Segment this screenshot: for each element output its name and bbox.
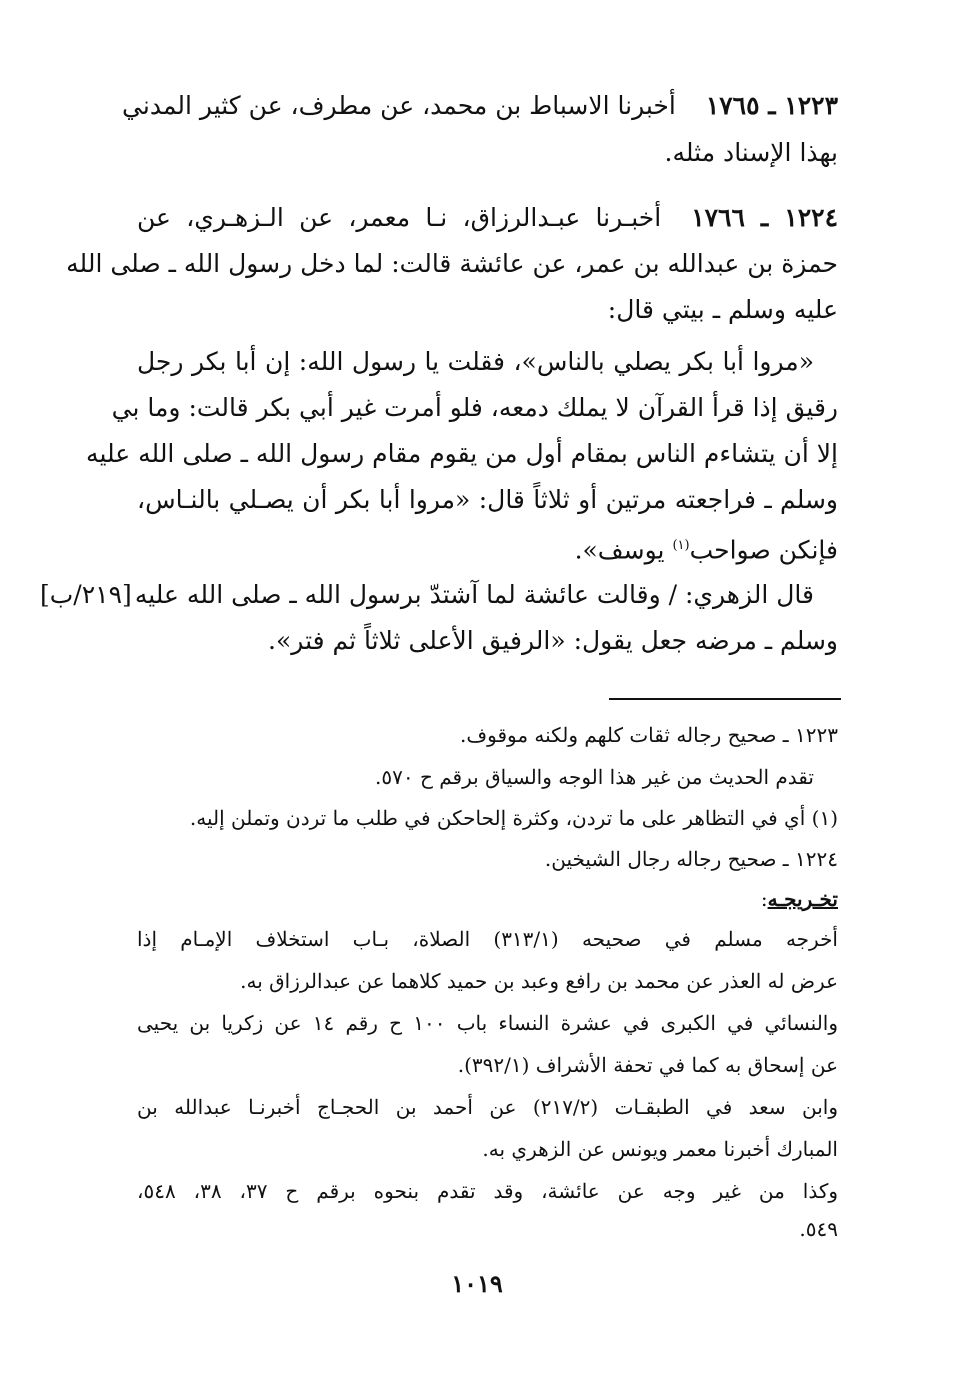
hadith-1766-quote-4: وسلم ـ فراجعته مرتين أو ثلاثاً قال: «مروا أبا بكر أن يصـلي بالنـاس، bbox=[137, 485, 838, 514]
zuhri-line-1: قال الزهري: / وقالت عائشة لما آشتدّ برسول الله ـ صلى الله عليه bbox=[134, 580, 814, 609]
manuscript-folio-mark: [٢١٩/ب] bbox=[40, 580, 132, 609]
takhrij-line-5: وابن سعد في الطبقـات (٢١٧/٢) عن أحمد بن الحجـاج أخبرنـا عبدالله بن bbox=[137, 1095, 838, 1119]
page-number: ١٠١٩ bbox=[451, 1269, 503, 1298]
hadith-1766-quote-3: إلا أن يتشاءم الناس بمقام أول من يقوم مقام رسول الله ـ صلى الله عليه bbox=[86, 439, 838, 468]
hadith-1766-quote-2: رقيق إذا قرأ القرآن لا يملك دمعه، فلو أمرت غير أبي بكر قالت: وما بي bbox=[111, 393, 838, 422]
hadith-1766-line-1 bbox=[137, 198, 838, 238]
takhrij-line-8: ٥٤٩. bbox=[799, 1217, 838, 1241]
note-1223: ١٢٢٣ ـ صحيح رجاله ثقات كلهم ولكنه موقوف. bbox=[460, 723, 838, 747]
hadith-1766-text-1: أخبـرنا عبـدالرزاق، نـا معمر، عن الـزهـري، عن bbox=[137, 203, 662, 232]
zuhri-line-2: وسلم ـ مرضه جعل يقول: «الرفيق الأعلى ثلاثاً ثم فتر». bbox=[268, 626, 838, 655]
hadith-1766-line-3: عليه وسلم ـ بيتي قال: bbox=[607, 295, 838, 324]
hadith-1765-text-1: أخبرنا الاسباط بن محمد، عن مطرف، عن كثير المدني bbox=[122, 91, 676, 120]
hadith-1765-line-1 bbox=[122, 86, 838, 126]
takhrij-line-2: عرض له العذر عن محمد بن رافع وعبد بن حميد كلاهما عن عبدالرزاق به. bbox=[240, 969, 838, 993]
hadith-1766-quote-5 bbox=[575, 526, 838, 570]
footnote-ref-1[interactable]: (١) bbox=[672, 538, 690, 553]
takhrij-line-6: المبارك أخبرنا معمر ويونس عن الزهري به. bbox=[482, 1137, 838, 1161]
takhrij-line-7: وكذا من غير وجه عن عائشة، وقد تقدم بنحوه برقم ح ٣٧، ٣٨، ٥٤٨، bbox=[137, 1179, 839, 1203]
quote-5-text-a: فإنكن صواحب bbox=[689, 535, 838, 565]
hadith-1765-line-2: بهذا الإسناد مثله. bbox=[664, 138, 838, 167]
hadith-1766-line-2: حمزة بن عبدالله بن عمر، عن عائشة قالت: لما دخل رسول الله ـ صلى الله bbox=[66, 249, 838, 278]
footnote-separator bbox=[609, 698, 841, 700]
takhrij-line-4: عن إسحاق به كما في تحفة الأشراف (٣٩٢/١). bbox=[457, 1053, 838, 1077]
takhrij-colon: : bbox=[760, 887, 768, 911]
quote-5-text-b: يوسف». bbox=[574, 535, 673, 565]
takhrij-line-1: أخرجه مسلم في صحيحه (٣١٣/١) الصلاة، بـاب استخلاف الإمـام إذا bbox=[137, 927, 838, 951]
takhrij-line-3: والنسائي في الكبرى في عشرة النساء باب ١٠٠ ح رقم ١٤ عن زكريا بن يحيى bbox=[137, 1011, 839, 1035]
note-footnote-1: (١) أي في التظاهر على ما تردن، وكثرة إلحاحكن في طلب ما تردن وتملن إليه. bbox=[189, 806, 838, 830]
hadith-1766-quote-1: «مروا أبا بكر يصلي بالناس»، فقلت يا رسول الله: إن أبا بكر رجل bbox=[137, 347, 814, 376]
note-1223-ref: تقدم الحديث من غير هذا الوجه والسياق برقم ح ٥٧٠. bbox=[375, 765, 814, 789]
note-1224: ١٢٢٤ ـ صحيح رجاله رجال الشيخين. bbox=[544, 847, 838, 871]
takhrij-heading bbox=[761, 882, 838, 916]
takhrij-label: تخـريجـه bbox=[767, 887, 838, 911]
hadith-1766-number: ١٢٢٤ ـ ١٧٦٦ bbox=[691, 203, 839, 232]
hadith-1765-number: ١٢٢٣ ـ ١٧٦٥ bbox=[705, 91, 838, 120]
